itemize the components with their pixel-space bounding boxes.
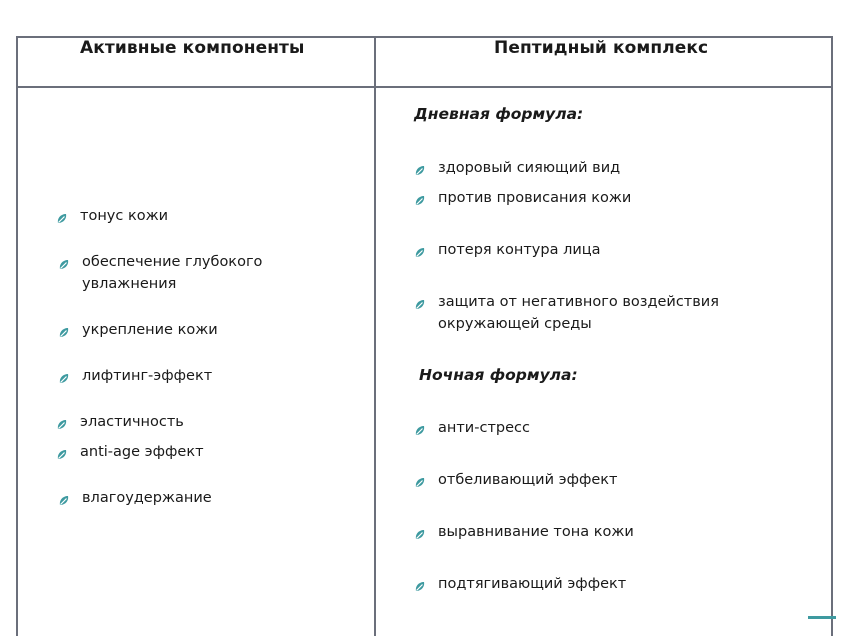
night-list-item: подтягивающий эффект [438,576,627,592]
left-list-item: эластичность [80,414,184,430]
header-divider [18,86,831,88]
left-list-item: обеспечение глубокого увлажнения [82,254,263,292]
left-list-item: лифтинг-эффект [82,368,213,384]
night-list-item: анти-стресс [438,420,530,436]
day-list-item: потеря контура лица [438,242,601,258]
leaf-bullet-icon [58,256,70,268]
leaf-bullet-icon [58,370,70,382]
left-list-item: влагоудержание [82,490,212,506]
column-divider [374,38,376,636]
leaf-bullet-icon [414,422,426,434]
leaf-bullet-icon [414,162,426,174]
day-list-item: здоровый сияющий вид [438,160,621,176]
leaf-bullet-icon [414,578,426,590]
header-active-components: Активные компоненты [80,38,305,58]
day-formula-title: Дневная формула: [414,105,584,123]
leaf-bullet-icon [58,324,70,336]
left-list-item: укрепление кожи [82,322,218,338]
leaf-bullet-icon [414,296,426,308]
leaf-bullet-icon [414,526,426,538]
left-list-item: тонус кожи [80,208,169,224]
day-list-item: против провисания кожи [438,190,632,206]
night-list-item: выравнивание тона кожи [438,524,634,540]
leaf-bullet-icon [414,192,426,204]
leaf-bullet-icon [414,244,426,256]
leaf-bullet-icon [56,416,68,428]
leaf-bullet-icon [58,492,70,504]
day-list-item: защита от негативного воздействия окружающей среды [438,294,719,332]
leaf-bullet-icon [56,446,68,458]
header-peptide-complex: Пептидный комплекс [494,38,709,58]
leaf-bullet-icon [414,474,426,486]
night-formula-title: Ночная формула: [419,366,578,384]
leaf-bullet-icon [56,210,68,222]
left-list-item: anti-age эффект [80,444,204,460]
teal-corner-mark [808,616,836,619]
night-list-item: отбеливающий эффект [438,472,618,488]
